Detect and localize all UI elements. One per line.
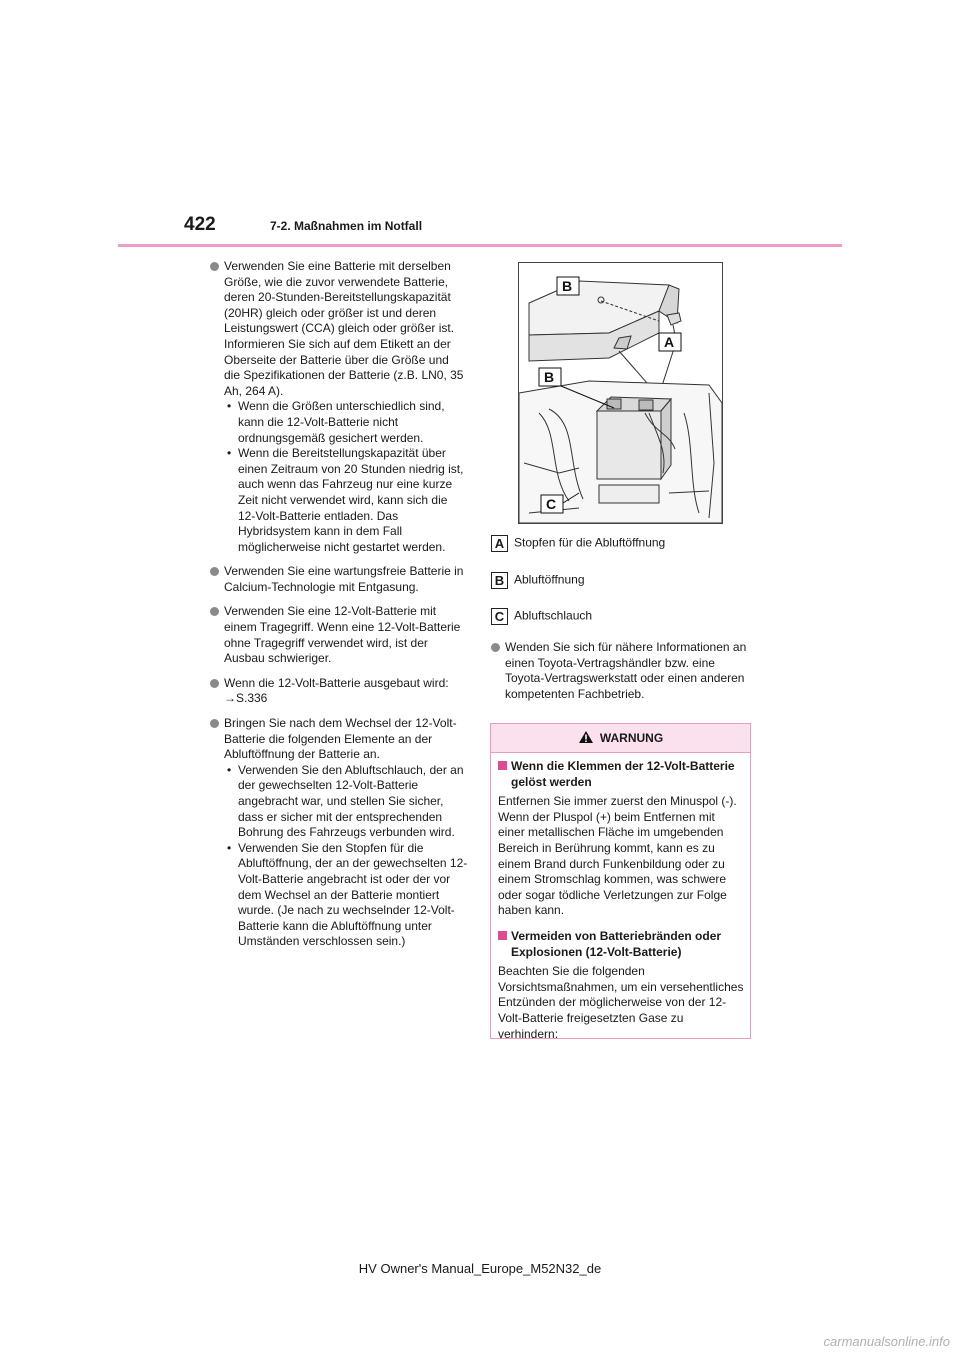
warning-body [491,753,750,1042]
bullet-text: Bringen Sie nach dem Wechsel der 12-Volt-Batterie die folgenden Elemente an der Abluftöffnung der Batterie an. [224,716,457,762]
callout-b-top: B [562,278,573,294]
sub-bullet-icon: • [227,446,232,461]
legend-letter-box: C [491,608,508,625]
legend-text: Abluftschlauch [514,608,593,623]
callout-a: A [664,334,675,350]
sub-item-text: Verwenden Sie den Abluftschlauch, der an der gewechselten 12-Volt-Batterie angebracht war, und stellen Sie sicher, dass er sicher mit der entsprechenden Bohrung des Fahrzeugs verbunden wird. [238,762,464,840]
bullet-icon [210,719,219,728]
warning-paragraph: Entfernen Sie immer zuerst den Minuspol (-). Wenn der Pluspol (+) beim Entfernen mit einer metallischen Fläche im umgebenden Bereich in Berührung kommt, kann es zu einem Brand durch Funkenbildung oder zu einem Stromschlag kommen, was schwere oder sogar tödliche Verletzungen zur Folge haben kann. [498,794,737,918]
bullet-text: Wenn die 12-Volt-Batterie ausgebaut wird: [224,675,449,690]
sub-item [224,446,468,555]
page-number: 422 [184,214,216,235]
bullet-item-dealer [491,640,753,702]
legend-text: Stopfen für die Abluftöffnung [514,535,666,550]
square-bullet-icon [498,761,507,770]
footer-manual-id: HV Owner's Manual_Europe_M52N32_de [358,1261,602,1276]
bullet-item-vent-parts [210,716,468,950]
callout-b: B [544,369,555,385]
battery-drawing [519,263,722,523]
bullet-icon [491,643,500,652]
sub-bullet-icon: • [227,762,232,777]
legend-letter-box: A [491,535,508,552]
sub-item-text: Wenn die Größen unterschiedlich sind, kann die 12-Volt-Batterie nicht ordnungsgemäß gesichert werden. [238,399,445,445]
warning-subheading [498,759,744,790]
section-title: 7-2. Maßnahmen im Notfall [270,219,423,233]
bullet-text: Verwenden Sie eine Batterie mit derselben Größe, wie die zuvor verwendete Batterie, deren 20-Stunden-Bereitstellungskapazität (20HR) gleich oder größer ist und deren Leistungswert (CCA) gleich oder größer ist. Informieren Sie sich auf dem Etikett an der Oberseite der Batterie über die Größe und die Spezifikationen der Batterie (z.B. LN0, 35 Ah, 264 A). [224,259,464,398]
bullet-text: Wenden Sie sich für nähere Informationen an einen Toyota-Vertragshändler bzw. eine Toyota-Vertragswerkstatt oder einen anderen kompetenten Fachbetrieb. [505,640,747,701]
legend-item-a [491,535,665,552]
bullet-text: Verwenden Sie eine wartungsfreie Batterie in Calcium-Technologie mit Entgasung. [224,564,464,594]
sub-bullet-icon: • [227,399,232,414]
right-bullet-contact [491,640,753,711]
bullet-item-handle [210,604,468,666]
battery-illustration [518,262,723,524]
sub-item-text: Verwenden Sie den Stopfen für die Abluftöffnung, der an der gewechselten 12-Volt-Batterie angebracht ist oder der vor dem Wechsel an der Batterie montiert wurde. (Je nach zu wechselnder 12-Volt-Batterie kann die Abluftöffnung unter Umständen verschlossen sein.) [238,840,468,949]
header-rule [118,244,842,247]
legend-text: Abluftöffnung [514,572,585,587]
bullet-icon [210,607,219,616]
page-reference-link[interactable]: →S.336 [224,691,268,706]
legend-letter-box: B [491,572,508,589]
legend-item-b [491,572,585,589]
bullet-item-battery-size [210,259,468,555]
sub-item [224,763,468,841]
bullet-text: Verwenden Sie eine 12-Volt-Batterie mit einem Tragegriff. Wenn eine 12-Volt-Batterie ohne Tragegriff verwendet wird, ist der Ausbau schwieriger. [224,604,461,666]
watermark: carmanualsonline.info [823,1334,950,1349]
warning-header [491,724,750,753]
warning-subheading [498,929,744,960]
sub-item [224,841,468,950]
warning-subheading-text: Vermeiden von Batteriebränden oder Explosionen (12-Volt-Batterie) [511,928,722,959]
warning-box [490,723,751,1039]
left-column [210,259,468,959]
bullet-icon [210,262,219,271]
warning-subheading-text: Wenn die Klemmen der 12-Volt-Batterie gelöst werden [511,759,735,789]
bullet-item-maintenance-free [210,564,468,595]
sub-item-text: Wenn die Bereitstellungskapazität über einen Zeitraum von 20 Stunden niedrig ist, auch wenn das Fahrzeug nur eine kurze Zeit nicht verwendet wird, kann sich die 12-Volt-Batterie entladen. Das Hybridsystem kann in dem Fall möglicherweise nicht gestartet werden. [238,446,464,554]
warning-paragraph: Beachten Sie die folgenden Vorsichtsmaßnahmen, um ein versehentliches Entzünden der möglicherweise von der 12-Volt-Batterie freigesetzten Gase zu verhindern: [498,964,744,1041]
square-bullet-icon [498,931,507,940]
bullet-icon [210,567,219,576]
sub-bullet-icon: • [227,840,232,855]
bullet-item-removal [210,676,468,707]
callout-c: C [546,496,557,512]
sub-item [224,399,468,446]
bullet-icon [210,679,219,688]
legend-item-c [491,608,592,625]
warning-triangle-icon [578,730,594,744]
warning-title: WARNUNG [599,731,664,745]
